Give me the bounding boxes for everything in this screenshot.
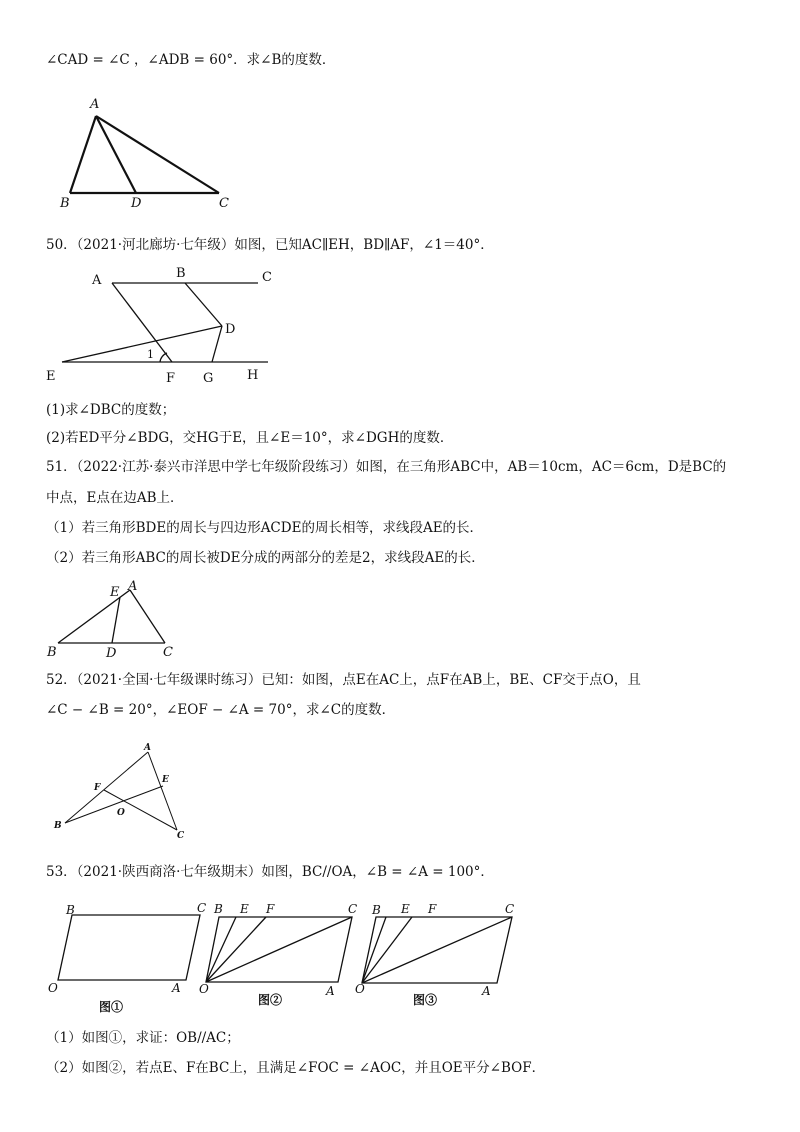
panel-2 bbox=[206, 917, 352, 982]
label-a: A bbox=[90, 97, 100, 112]
q53-title: 53．（2021·陕西商洛·七年级期末）如图，BC//OA，∠B = ∠A = 100°． bbox=[46, 864, 494, 880]
label-d: D bbox=[106, 646, 117, 661]
label-g: G bbox=[203, 371, 214, 386]
caption-fig2: 图② bbox=[258, 993, 283, 1007]
label-h: H bbox=[247, 368, 259, 383]
p1-label-o: O bbox=[48, 981, 58, 995]
p3-label-e: E bbox=[401, 902, 410, 916]
p2-label-a: A bbox=[326, 984, 335, 998]
p3-label-o: O bbox=[355, 982, 365, 996]
label-c: C bbox=[219, 196, 229, 211]
label-b: B bbox=[176, 266, 186, 281]
label-d: D bbox=[131, 196, 142, 211]
p3-label-f: F bbox=[428, 902, 437, 916]
q52-condition: ∠C − ∠B = 20°，∠EOF − ∠A = 70°，求∠C的度数． bbox=[46, 702, 396, 718]
panel-3 bbox=[362, 917, 512, 983]
q50-part1: (1)求∠DBC的度数； bbox=[46, 402, 176, 418]
label-e: E bbox=[110, 585, 120, 600]
label-f: F bbox=[166, 371, 176, 386]
q52-title: 52．（2021·全国·七年级课时练习）已知：如图，点E在AC上，点F在AB上，BE、CF交于点O，且 bbox=[46, 672, 641, 688]
p1-label-c: C bbox=[197, 901, 207, 915]
p3-label-b: B bbox=[372, 903, 381, 917]
label-angle-1: 1 bbox=[147, 348, 154, 361]
q51-title: 51．（2022·江苏·泰兴市洋思中学七年级阶段练习）如图，在三角形ABC中，AB＝10cm，AC＝6cm，D是BC的 bbox=[46, 459, 727, 475]
label-c: C bbox=[262, 270, 272, 285]
q51-part1: （1）若三角形BDE的周长与四边形ACDE的周长相等，求线段AE的长． bbox=[46, 520, 484, 536]
parallelogram-boca bbox=[58, 915, 200, 980]
segment-of bbox=[206, 917, 266, 982]
label-b: B bbox=[60, 196, 70, 211]
label-c: C bbox=[163, 645, 173, 660]
label-e: E bbox=[162, 775, 169, 785]
q50-part2: (2)若ED平分∠BDG，交HG于E，且∠E＝10°，求∠DGH的度数． bbox=[46, 430, 454, 446]
q53-part2: （2）如图②，若点E、F在BC上，且满足∠FOC = ∠AOC，并且OE平分∠BOF． bbox=[46, 1060, 546, 1076]
q50-title: 50．（2021·河北廊坊·七年级）如图，已知AC∥EH，BD∥AF，∠1＝40°． bbox=[46, 237, 494, 253]
q53-part1: （1）如图①，求证：OB//AC； bbox=[46, 1030, 240, 1046]
p2-label-o: O bbox=[199, 982, 209, 996]
label-b: B bbox=[54, 821, 62, 831]
p3-label-c: C bbox=[505, 902, 515, 916]
p2-label-e: E bbox=[240, 902, 249, 916]
label-o: O bbox=[117, 808, 125, 818]
p1-label-b: B bbox=[66, 903, 75, 917]
segment-oe bbox=[206, 917, 236, 982]
p2-label-b: B bbox=[214, 902, 223, 916]
panel-1 bbox=[58, 915, 200, 980]
caption-fig1: 图① bbox=[99, 1000, 124, 1014]
label-c: C bbox=[177, 831, 185, 841]
q51-title-cont: 中点，E点在边AB上． bbox=[46, 490, 184, 506]
p3-label-a: A bbox=[482, 984, 491, 998]
label-f: F bbox=[94, 783, 101, 793]
q49-tail-line: ∠CAD = ∠C ，∠ADB = 60°．求∠B的度数． bbox=[46, 52, 336, 68]
p2-label-f: F bbox=[266, 902, 275, 916]
segment-oc-3 bbox=[362, 917, 512, 983]
label-e: E bbox=[46, 369, 56, 384]
label-a: A bbox=[92, 273, 102, 288]
label-a: A bbox=[144, 743, 151, 753]
segment-oc bbox=[206, 917, 352, 982]
caption-fig3: 图③ bbox=[413, 993, 438, 1007]
p2-label-c: C bbox=[348, 902, 358, 916]
p1-label-a: A bbox=[172, 981, 181, 995]
label-d: D bbox=[225, 322, 236, 337]
label-a: A bbox=[128, 579, 138, 594]
label-b: B bbox=[47, 645, 57, 660]
q51-part2: （2）若三角形ABC的周长被DE分成的两部分的差是2，求线段AE的长． bbox=[46, 550, 485, 566]
